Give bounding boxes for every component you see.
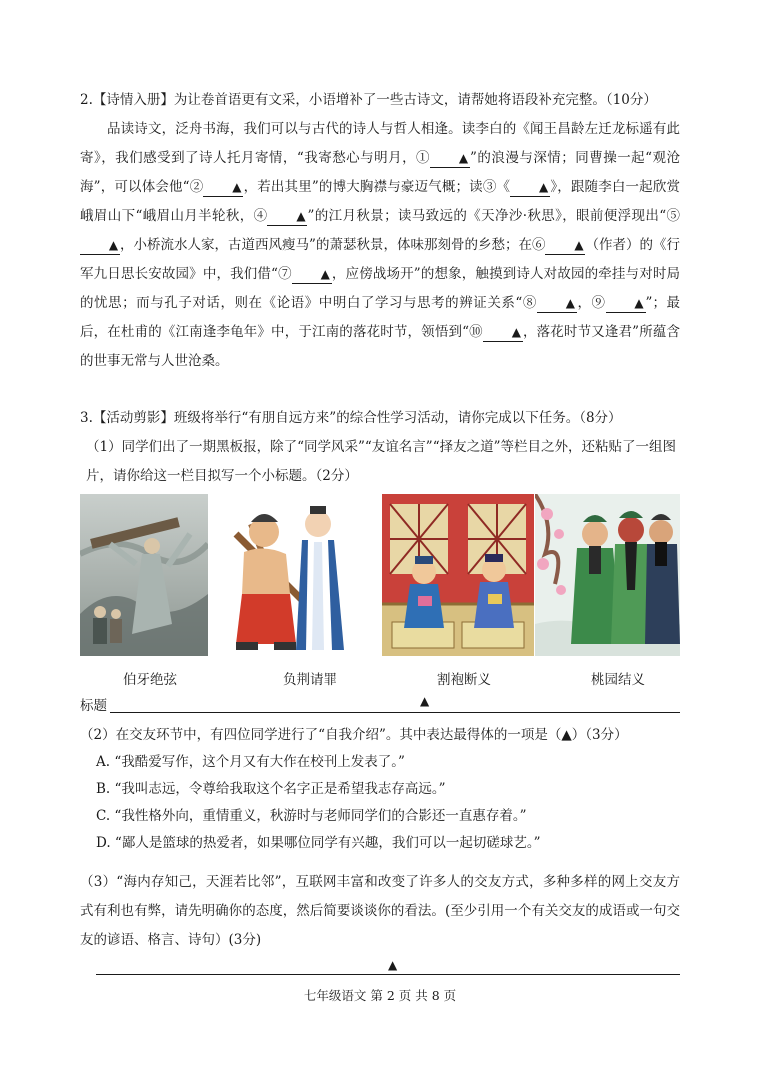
blank-4[interactable] [267, 207, 307, 226]
image-boya-juexian [80, 494, 208, 656]
answer-mark: ▲ [420, 694, 430, 708]
passage-text: ，小桥流水人家，古道西风瘦马”的萧瑟秋景，体味那刻骨的乡愁；在⑥ [120, 237, 546, 253]
caption-3: 割袍断义 [437, 672, 491, 688]
blank-2[interactable] [203, 178, 243, 197]
question-3-heading [80, 404, 680, 433]
caption-2: 负荆请罪 [283, 672, 337, 688]
blank-mark: ▲ [296, 209, 306, 223]
cartoon-kneeling-general [216, 494, 366, 656]
blank-mark: ▲ [232, 180, 242, 194]
blank-mark: ▲ [458, 151, 469, 165]
question-3-sub2 [80, 722, 680, 857]
blank-mark: ▲ [108, 238, 119, 252]
passage-text: 品读诗文，泛舟书海，我们可以与古代的诗人与哲人相逢。读李白的《闻王昌龄左迁龙标遥有此寄》，我们感受到了诗人托月寄情，“我寄愁心与明月，① [80, 121, 680, 166]
answer-mark: ▲ [388, 958, 398, 972]
blank-mark: ▲ [320, 267, 330, 281]
caption-1: 伯牙绝弦 [123, 672, 177, 688]
blank-10[interactable] [483, 323, 523, 342]
answer-underline [96, 974, 680, 975]
sub3-prompt: （3）“海内存知己，天涯若比邻”，互联网丰富和改变了许多人的交友方式，多种多样的网上交友方式有利也有弊，请先明确你的态度，然后简要谈谈你的看法。(至少引用一个有关交友的成语或一句交友的谚语、格言、诗句）(3分) [80, 874, 680, 948]
blank-1[interactable] [430, 149, 470, 168]
question-2 [80, 86, 680, 376]
blank-3[interactable] [510, 178, 550, 197]
blank-mark: ▲ [511, 325, 521, 339]
answer-underline [110, 712, 680, 713]
cartoon-three-brothers [535, 494, 680, 656]
question-2-heading [80, 86, 680, 115]
image-strip [80, 494, 680, 662]
passage-text: ”；最后，在杜甫的《江南逢李龟年》中，于江南的落花时节，领悟到“⑩ [80, 295, 680, 340]
question-3-number: 3. [80, 410, 93, 426]
image-fujing-qingzui [216, 494, 366, 656]
passage-text: ，应傍战场开”的想象，触摸到诗人对故园的牵挂与对时局的忧思；而与孔子对话，则在《论语》中明白了学习与思考的辨证关系“⑧ [80, 266, 680, 311]
option-a[interactable]: A. “我酷爱写作，这个月又有大作在校刊上发表了。” [96, 754, 405, 770]
passage-text: ，若出其里”的博大胸襟与豪迈气概；读③《 [243, 179, 511, 195]
option-b[interactable]: B. “我叫志远，令尊给我取这个名字正是希望我志存高远。” [96, 781, 446, 797]
blank-mark: ▲ [539, 180, 549, 194]
blank-6[interactable] [545, 236, 585, 255]
question-3-tag: 【活动剪影】 [92, 410, 174, 426]
cartoon-two-scholars [382, 494, 534, 656]
question-3-sub1: （1）同学们出了一期黑板报，除了“同学风采”“友谊名言”“择友之道”等栏目之外，还粘贴了一组图片，请你给这一栏目拟写一个小标题。（2分） [86, 439, 676, 484]
blank-mark: ▲ [634, 296, 644, 310]
sub3-answer-line[interactable] [96, 958, 680, 980]
passage-text: ”的浪漫与深情；同曹操一起“观沧海”，可以体会他“② [80, 150, 680, 195]
page-footer: 七年级语文 第 2 页 共 8 页 [303, 988, 457, 1003]
painting-zither-player [80, 494, 208, 656]
sub2-prompt: （2）在交友环节中，有四位同学进行了“自我介绍”。其中表达最得体的一项是（▲）（3分） [80, 727, 628, 743]
question-3-sub3 [80, 868, 680, 955]
question-2-passage [80, 115, 680, 376]
blank-7[interactable] [292, 265, 332, 284]
question-2-tag: 【诗情入册】 [92, 92, 174, 108]
option-c[interactable]: C. “我性格外向，重情重义，秋游时与老师同学们的合影还一直惠存着。” [96, 808, 527, 824]
blank-9[interactable] [606, 294, 646, 313]
passage-text: ，落花时节又逢君”所蕴含的世事无常与人世沧桑。 [80, 324, 680, 369]
passage-text: 》，跟随李白一起欣赏峨眉山下“峨眉山月半轮秋，④ [80, 179, 680, 224]
blank-mark: ▲ [565, 296, 576, 310]
image-taoyuan-jieyi [535, 494, 680, 656]
passage-text: （作者）的《行军九日思长安故园》中，我们借“⑦ [80, 237, 681, 282]
question-3-prompt: 班级将举行“有朋自远方来”的综合性学习活动，请你完成以下任务。（8分） [173, 410, 622, 426]
blank-8[interactable] [537, 294, 577, 313]
caption-4: 桃园结义 [591, 672, 645, 688]
option-d[interactable]: D. “鄙人是篮球的热爱者，如果哪位同学有兴趣，我们可以一起切磋球艺。” [96, 835, 541, 851]
passage-text: ”的江月秋景；读马致远的《天净沙·秋思》，眼前便浮现出“⑤ [307, 208, 680, 224]
image-gepao-duanyi [382, 494, 534, 656]
blank-mark: ▲ [574, 238, 584, 252]
blank-5[interactable] [80, 236, 120, 255]
question-3 [80, 404, 680, 491]
passage-text: ，⑨ [576, 295, 606, 311]
question-2-number: 2. [80, 92, 93, 108]
title-label: 标题 [80, 698, 107, 714]
title-answer-line[interactable] [80, 694, 680, 716]
question-2-prompt: 为让卷首语更有文采，小语增补了一些古诗文，请帮她将语段补充完整。（10分） [173, 92, 657, 108]
